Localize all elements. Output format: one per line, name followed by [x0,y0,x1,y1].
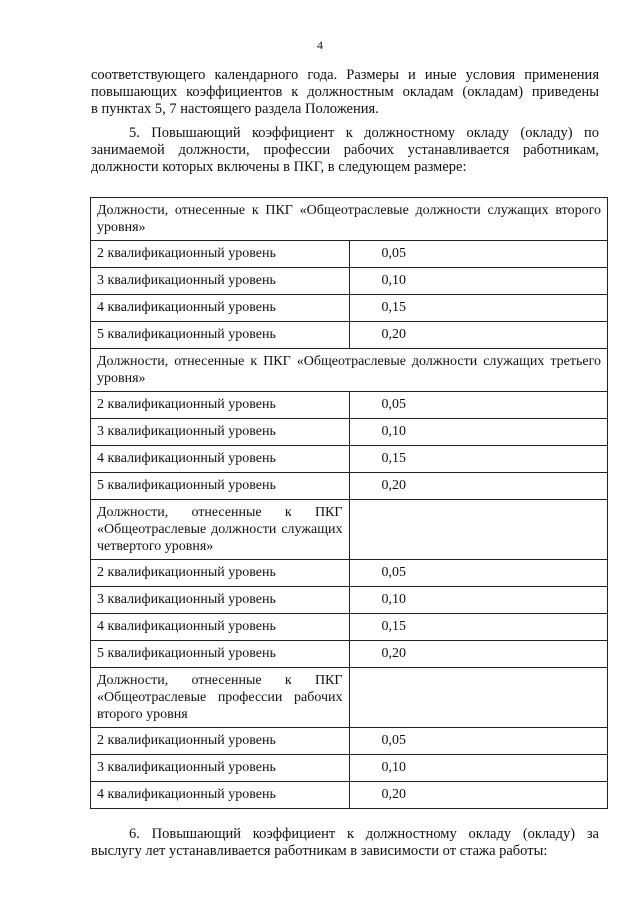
text-line: соответствующего календарного года. Размеры и иные условия применения [91,67,599,83]
qualification-level: 4 квалификационный уровень [91,446,350,473]
coefficient-value: 0,15 [349,295,608,322]
qualification-level: 2 квалификационный уровень [91,560,350,587]
table-group-header [91,500,608,560]
text-line: должности которых включены в ПКГ, в следующем размере: [91,159,467,175]
qualification-level: 2 квалификационный уровень [91,728,350,755]
table-row [91,587,608,614]
page-number: 4 [317,38,323,52]
table-group-header [91,349,608,392]
table-row [91,295,608,322]
table-row [91,392,608,419]
coefficient-value: 0,05 [349,241,608,268]
qualification-level: 5 квалификационный уровень [91,641,350,668]
group-title: Должности, отнесенные к ПКГ «Общеотраслевые профессии рабочих второго уровня [91,668,350,728]
group-title: Должности, отнесенные к ПКГ «Общеотраслевые должности служащих третьего уровня» [91,349,608,392]
section-6-paragraph [91,826,599,860]
text-line: в пунктах 5, 7 настоящего раздела Положения. [91,101,379,117]
qualification-level: 2 квалификационный уровень [91,392,350,419]
table-row [91,755,608,782]
table-row [91,446,608,473]
qualification-level: 3 квалификационный уровень [91,755,350,782]
coefficient-value: 0,10 [349,268,608,295]
empty-cell [349,668,608,728]
table-row [91,268,608,295]
table-row [91,322,608,349]
qualification-level: 4 квалификационный уровень [91,295,350,322]
empty-cell [349,500,608,560]
coefficient-value: 0,20 [349,641,608,668]
coefficient-table [90,197,608,809]
intro-paragraph [91,67,599,118]
text-line: повышающих коэффициентов к должностным окладам (окладам) приведены [91,84,599,100]
coefficient-value: 0,10 [349,755,608,782]
qualification-level: 4 квалификационный уровень [91,782,350,809]
table-row [91,419,608,446]
qualification-level: 5 квалификационный уровень [91,473,350,500]
coefficient-value: 0,20 [349,322,608,349]
coefficient-value: 0,05 [349,728,608,755]
coefficient-value: 0,05 [349,392,608,419]
group-title: Должности, отнесенные к ПКГ «Общеотраслевые должности служащих четвертого уровня» [91,500,350,560]
qualification-level: 3 квалификационный уровень [91,268,350,295]
table-row [91,728,608,755]
table-row [91,614,608,641]
coefficient-value: 0,05 [349,560,608,587]
qualification-level: 2 квалификационный уровень [91,241,350,268]
coefficient-value: 0,15 [349,614,608,641]
table-row [91,560,608,587]
table-group-header [91,198,608,241]
group-title: Должности, отнесенные к ПКГ «Общеотраслевые должности служащих второго уровня» [91,198,608,241]
table-row [91,782,608,809]
text-line: 5. Повышающий коэффициент к должностному окладу (окладу) по [129,125,599,141]
coefficient-value: 0,15 [349,446,608,473]
coefficient-value: 0,10 [349,587,608,614]
qualification-level: 4 квалификационный уровень [91,614,350,641]
text-line: 6. Повышающий коэффициент к должностному окладу (окладу) за [129,826,599,842]
qualification-level: 5 квалификационный уровень [91,322,350,349]
coefficient-value: 0,10 [349,419,608,446]
text-line: выслугу лет устанавливается работникам в зависимости от стажа работы: [91,843,548,859]
table-row [91,473,608,500]
table-row [91,241,608,268]
qualification-level: 3 квалификационный уровень [91,419,350,446]
table-group-header [91,668,608,728]
text-line: занимаемой должности, профессии рабочих устанавливается работникам, [91,142,599,158]
table-row [91,641,608,668]
section-5-paragraph [91,125,599,176]
coefficient-value: 0,20 [349,473,608,500]
coefficient-value: 0,20 [349,782,608,809]
qualification-level: 3 квалификационный уровень [91,587,350,614]
